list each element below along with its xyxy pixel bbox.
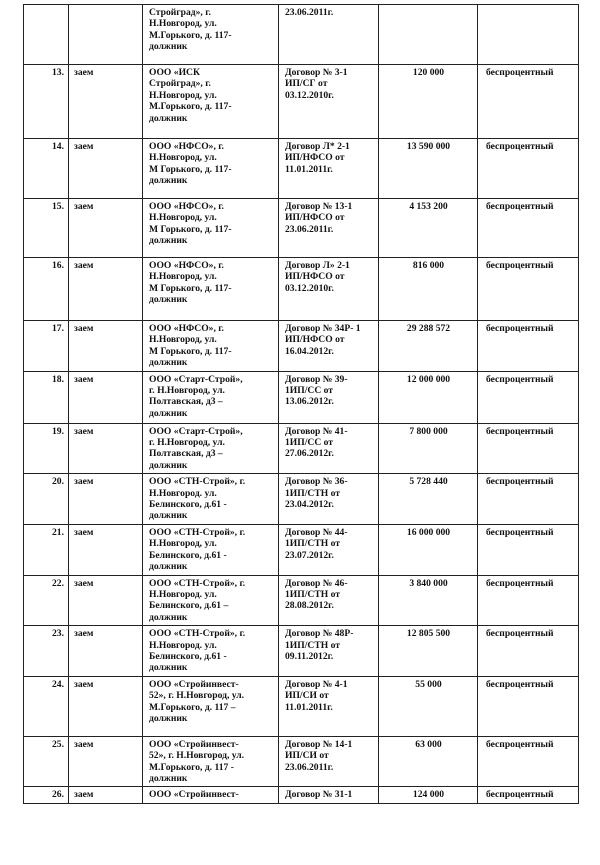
cell-type: заем	[69, 474, 143, 525]
cell-type: заем	[69, 524, 143, 575]
cell-type: заем	[69, 787, 143, 803]
table-row	[24, 676, 579, 736]
table-row	[24, 423, 579, 474]
cell-type: заем	[69, 321, 143, 372]
cell-contract: Договор № 4-1 ИП/СИ от 11.01.2011г.	[279, 676, 379, 736]
cell-contract: Договор № 44- 1ИП/СТН от 23.07.2012г.	[279, 524, 379, 575]
cell-num: 26.	[24, 787, 69, 803]
cell-num: 14.	[24, 139, 69, 199]
cell-amount: 12 000 000	[379, 371, 478, 423]
cell-num: 25.	[24, 736, 69, 787]
cell-amount: 5 728 440	[379, 474, 478, 525]
cell-counterparty: ООО «НФСО», г. Н.Новгород, ул. М Горького, д. 117- должник	[143, 139, 279, 199]
cell-type: заем	[69, 676, 143, 736]
loans-table-body	[24, 5, 579, 804]
cell-contract: 23.06.2011г.	[279, 5, 379, 65]
cell-amount: 12 805 500	[379, 626, 478, 677]
cell-amount: 55 000	[379, 676, 478, 736]
cell-num: 17.	[24, 321, 69, 372]
cell-counterparty: ООО «СТН-Строй», г. Н.Новгород. ул. Белинского, д.61 – должник	[143, 575, 279, 626]
cell-amount: 29 288 572	[379, 321, 478, 372]
table-row	[24, 371, 579, 423]
cell-terms	[478, 5, 579, 65]
cell-type: заем	[69, 371, 143, 423]
cell-type: заем	[69, 139, 143, 199]
cell-terms: беспроцентный	[478, 199, 579, 258]
cell-terms: беспроцентный	[478, 321, 579, 372]
cell-num: 20.	[24, 474, 69, 525]
cell-counterparty: ООО «Старт-Строй», г. Н.Новгород, ул. Полтавская, д3 – должник	[143, 371, 279, 423]
cell-contract: Договор Л» 2-1 ИП/НФСО от 03.12.2010г.	[279, 258, 379, 321]
cell-type: заем	[69, 258, 143, 321]
cell-amount: 7 800 000	[379, 423, 478, 474]
table-row	[24, 524, 579, 575]
cell-num: 22.	[24, 575, 69, 626]
cell-counterparty: ООО «Стройинвест- 52», г. Н.Новгород, ул. М.Горького, д. 117 - должник	[143, 736, 279, 787]
table-row	[24, 575, 579, 626]
cell-terms: беспроцентный	[478, 626, 579, 677]
cell-num	[24, 5, 69, 65]
cell-contract: Договор № 46- 1ИП/СТН от 28.08.2012г.	[279, 575, 379, 626]
cell-terms: беспроцентный	[478, 787, 579, 803]
cell-terms: беспроцентный	[478, 474, 579, 525]
table-row	[24, 736, 579, 787]
cell-contract: Договор Л* 2-1 ИП/НФСО от 11.01.2011г.	[279, 139, 379, 199]
cell-terms: беспроцентный	[478, 65, 579, 139]
cell-type: заем	[69, 626, 143, 677]
cell-amount: 13 590 000	[379, 139, 478, 199]
cell-counterparty: ООО «Стройинвест- 52», г. Н.Новгород, ул. М.Горького, д. 117 – должник	[143, 676, 279, 736]
cell-counterparty: ООО «ИСК Стройград», г. Н.Новгород, ул. М.Горького, д. 117- должник	[143, 65, 279, 139]
cell-counterparty: ООО «Стройинвест-	[143, 787, 279, 803]
cell-contract: Договор № 3-1 ИП/СГ от 03.12.2010г.	[279, 65, 379, 139]
cell-counterparty: ООО «СТН-Строй», г. Н.Новгород. ул. Белинского, д.61 - должник	[143, 626, 279, 677]
cell-num: 24.	[24, 676, 69, 736]
cell-amount	[379, 5, 478, 65]
cell-terms: беспроцентный	[478, 423, 579, 474]
cell-terms: беспроцентный	[478, 258, 579, 321]
cell-num: 16.	[24, 258, 69, 321]
loans-table	[23, 4, 579, 804]
table-row	[24, 65, 579, 139]
cell-amount: 16 000 000	[379, 524, 478, 575]
table-row	[24, 787, 579, 803]
table-row	[24, 626, 579, 677]
cell-num: 21.	[24, 524, 69, 575]
cell-counterparty: ООО «НФСО», г. Н.Новгород, ул. М Горького, д. 117- должник	[143, 258, 279, 321]
cell-counterparty: Стройград», г. Н.Новгород, ул. М.Горького, д. 117- должник	[143, 5, 279, 65]
cell-contract: Договор № 31-1	[279, 787, 379, 803]
cell-amount: 816 000	[379, 258, 478, 321]
cell-contract: Договор № 36- 1ИП/СТН от 23.04.2012г.	[279, 474, 379, 525]
cell-counterparty: ООО «Старт-Строй», г. Н.Новгород, ул. Полтавская, д3 – должник	[143, 423, 279, 474]
cell-terms: беспроцентный	[478, 736, 579, 787]
cell-amount: 124 000	[379, 787, 478, 803]
cell-counterparty: ООО «НФСО», г. Н.Новгород, ул. М Горького, д. 117- должник	[143, 199, 279, 258]
cell-contract: Договор № 34Р- 1 ИП/НФСО от 16.04.2012г.	[279, 321, 379, 372]
cell-type: заем	[69, 575, 143, 626]
cell-num: 23.	[24, 626, 69, 677]
cell-terms: беспроцентный	[478, 371, 579, 423]
cell-type: заем	[69, 736, 143, 787]
table-row	[24, 139, 579, 199]
cell-contract: Договор № 41- 1ИП/СС от 27.06.2012г.	[279, 423, 379, 474]
cell-type: заем	[69, 423, 143, 474]
cell-amount: 3 840 000	[379, 575, 478, 626]
cell-terms: беспроцентный	[478, 575, 579, 626]
cell-contract: Договор № 13-1 ИП/НФСО от 23.06.2011г.	[279, 199, 379, 258]
cell-terms: беспроцентный	[478, 676, 579, 736]
cell-type: заем	[69, 199, 143, 258]
cell-num: 15.	[24, 199, 69, 258]
table-row	[24, 474, 579, 525]
cell-num: 19.	[24, 423, 69, 474]
cell-terms: беспроцентный	[478, 524, 579, 575]
cell-num: 18.	[24, 371, 69, 423]
cell-type: заем	[69, 65, 143, 139]
cell-amount: 4 153 200	[379, 199, 478, 258]
cell-amount: 63 000	[379, 736, 478, 787]
table-row	[24, 5, 579, 65]
cell-type	[69, 5, 143, 65]
cell-contract: Договор № 48Р- 1ИП/СТН от 09.11.2012г.	[279, 626, 379, 677]
cell-counterparty: ООО «НФСО», г. Н.Новгород, ул. М Горького, д. 117- должник	[143, 321, 279, 372]
table-row	[24, 258, 579, 321]
cell-contract: Договор № 39- 1ИП/СС от 13.06.2012г.	[279, 371, 379, 423]
table-row	[24, 321, 579, 372]
cell-terms: беспроцентный	[478, 139, 579, 199]
cell-num: 13.	[24, 65, 69, 139]
cell-amount: 120 000	[379, 65, 478, 139]
cell-contract: Договор № 14-1 ИП/СИ от 23.06.2011г.	[279, 736, 379, 787]
table-row	[24, 199, 579, 258]
cell-counterparty: ООО «СТН-Строй», г. Н.Новгород. ул. Белинского, д.61 - должник	[143, 474, 279, 525]
cell-counterparty: ООО «СТН-Строй», г. Н.Новгород, ул. Белинского, д.61 - должник	[143, 524, 279, 575]
